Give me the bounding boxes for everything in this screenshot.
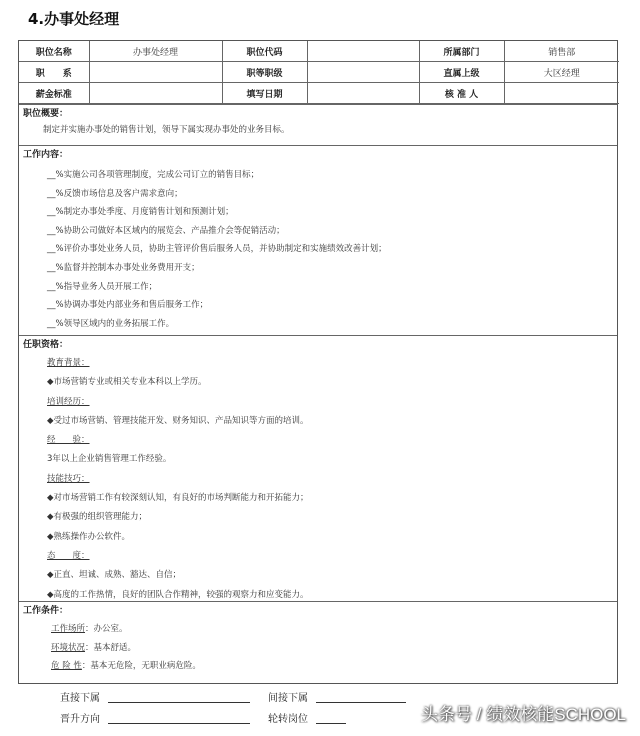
rotation-line[interactable]: [316, 723, 346, 724]
skills-label: 技能技巧：: [47, 473, 90, 484]
list-item: __%指导业务人员开展工作；: [47, 281, 158, 292]
list-item: __%协调办事处内部业务和售后服务工作；: [47, 300, 209, 311]
work-place-label: 工作场所: [51, 624, 86, 634]
department-value: 销售部: [504, 41, 619, 62]
list-item: __%监督并控制本办事处业务费用开支；: [47, 262, 200, 273]
list-item: ◆正直、坦诚、成熟、豁达、自信；: [47, 570, 182, 581]
indirect-subordinate-label: 间接下属: [268, 693, 308, 704]
education-text: ◆市场营销专业或相关专业本科以上学历。: [47, 377, 207, 388]
rotation-label: 轮转岗位: [268, 714, 308, 725]
direct-subordinate-label: 直接下属: [60, 693, 100, 704]
list-item: ◆对市场营销工作有较深刻认知，有良好的市场判断能力和开拓能力；: [47, 493, 309, 504]
risk-label: 危 险 性: [51, 661, 82, 671]
list-item: ◆高度的工作热情，良好的团队合作精神，较强的观察力和应变能力。: [47, 589, 309, 600]
list-item: ◆有极强的组织管理能力；: [47, 512, 148, 523]
list-item: __%领导区域内的业务拓展工作。: [47, 318, 175, 329]
promotion-line[interactable]: [108, 723, 250, 724]
department-label: 所属部门: [419, 41, 504, 62]
table-row: [19, 62, 619, 83]
list-item: __%实施公司各项管理制度，完成公司订立的销售目标；: [47, 170, 260, 180]
salary-label: 薪金标准: [19, 83, 89, 104]
risk-value: ：基本无危险，无职业病危险。: [81, 661, 201, 671]
page-title: 4.办事处经理: [28, 10, 120, 28]
environment-value: ：基本舒适。: [85, 642, 137, 653]
job-title-value: 办事处经理: [89, 41, 222, 62]
watermark-text: 头条号 / 绩效核能SCHOOL: [421, 705, 626, 724]
list-item: ◆熟练操作办公软件。: [47, 531, 131, 542]
approver-label: 核 准 人: [419, 83, 504, 104]
list-item: __%制定办事处季度、月度销售计划和预测计划；: [47, 207, 234, 218]
job-family-value: [89, 62, 222, 83]
list-item: __%反馈市场信息及客户需求意向；: [47, 188, 183, 199]
conditions-section: [19, 601, 617, 683]
direct-subordinate-line[interactable]: [108, 702, 250, 703]
duties-section: [19, 145, 617, 335]
summary-section: [19, 104, 617, 145]
job-code-label: 职位代码: [222, 41, 307, 62]
summary-text: 制定并实施办事处的销售计划，领导下属实现办事处的业务目标。: [43, 125, 290, 135]
approver-value: [504, 83, 619, 104]
attitude-label: 态 度：: [47, 550, 90, 561]
training-label: 培训经历：: [47, 396, 90, 407]
experience-text: 3年以上企业销售管理工作经验。: [47, 454, 172, 465]
supervisor-value: 大区经理: [504, 62, 619, 83]
qualifications-title: 任职资格：: [23, 340, 69, 350]
job-family-label: 职 系: [19, 62, 89, 83]
job-grade-label: 职等职级: [222, 62, 307, 83]
promotion-label: 晋升方向: [60, 714, 100, 725]
job-grade-value: [307, 62, 419, 83]
job-description-form: [18, 40, 618, 684]
duties-title: 工作内容：: [23, 150, 69, 160]
summary-title: 职位概要：: [23, 109, 69, 119]
experience-label: 经 验：: [47, 435, 90, 446]
conditions-title: 工作条件：: [23, 606, 69, 616]
work-place-value: ：办公室。: [85, 624, 128, 634]
training-text: ◆受过市场营销、管理技能开发、财务知识、产品知识等方面的培训。: [47, 415, 309, 426]
job-title-label: 职位名称: [19, 41, 89, 62]
supervisor-label: 直属上级: [419, 62, 504, 83]
list-item: __%评价办事处业务人员，协助主管评价售后服务人员，并协助制定和实施绩效改善计划；: [47, 244, 387, 255]
job-code-value: [307, 41, 419, 62]
education-label: 教育背景：: [47, 358, 90, 368]
table-row: [19, 41, 619, 62]
fill-date-label: 填写日期: [222, 83, 307, 104]
indirect-subordinate-line[interactable]: [316, 702, 406, 703]
list-item: __%协助公司做好本区域内的展览会、产品推介会等促销活动；: [47, 225, 285, 236]
fill-date-value: [307, 83, 419, 104]
job-info-table: [19, 41, 619, 104]
qualifications-section: [19, 335, 617, 601]
environment-label: 环境状况: [51, 642, 86, 653]
salary-value: [89, 83, 222, 104]
table-row: [19, 83, 619, 104]
